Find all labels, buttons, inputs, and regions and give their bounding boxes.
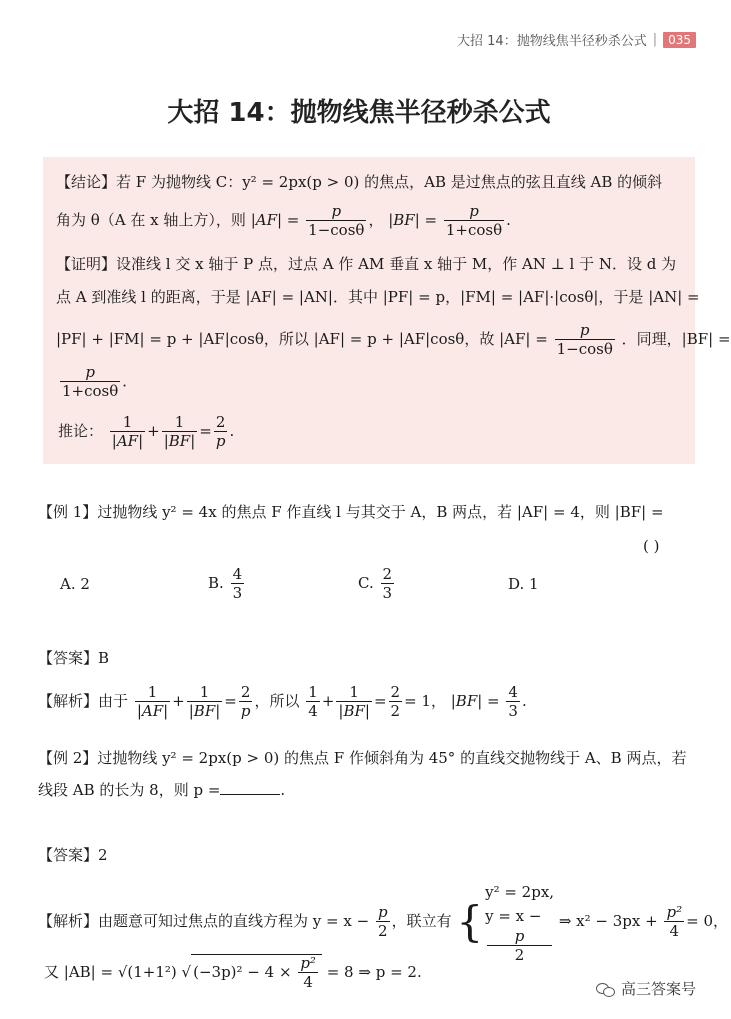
option-d: D. 1 — [508, 575, 539, 593]
conclusion-label: 【结论】 — [56, 173, 117, 191]
example1-answer: 【答案】B — [38, 649, 110, 667]
proof-label: 【证明】 — [56, 255, 117, 273]
conclusion-text: 若 F 为抛物线 C：y² = 2px(p > 0) 的焦点，AB 是过焦点的弦且直线 AB 的倾斜 — [116, 173, 663, 191]
example1-label: 【例 1】 — [38, 503, 98, 521]
example2-analysis: 【解析】由题意可知过焦点的直线方程为 y = x − $\frac{p}{2}$ ，联立有 { y² = 2px, y = x − p 2 ⇒ x² − 3px + $\frac{\text{p²}}{4}$ = 0， — [38, 880, 728, 964]
af-formula: $\frac{p}{1-\cos\theta}$ — [308, 202, 365, 239]
corollary-label: 推论： — [58, 422, 104, 440]
example1-analysis: 【解析】由于 $\frac{1}{|AF|}$ + $\frac{1}{|BF|}$ = $\frac{2}{p}$ ，所以 $\frac{1}{4}$ + $\frac{1}{|BF|}$ = $\frac{2}{2}$ = 1， |BF| = $\frac{4}{3}$ . — [38, 683, 527, 720]
running-header — [457, 30, 696, 49]
watermark — [596, 978, 696, 999]
proof-bf-frac: $\frac{p}{1+\cos\theta}$ — [62, 363, 119, 400]
bf-formula: $\frac{p}{1+\cos\theta}$ — [445, 202, 503, 239]
proof-line-2: 点 A 到准线 l 的距离，于是 |AF| = |AN|．其中 |PF| = p，|FM| = |AF|·|cosθ|，于是 |AN| = — [56, 288, 700, 306]
wechat-icon — [596, 981, 616, 997]
example2-label: 【例 2】 — [38, 749, 98, 767]
page-title: 大招 14：抛物线焦半径秒杀公式 — [167, 98, 551, 128]
proof-af-frac: $\frac{p}{1-\cos\theta}$ — [556, 321, 613, 358]
option-a: A. 2 — [60, 575, 90, 593]
proof-line-3: |PF| + |FM| = p + |AF|cosθ，所以 |AF| = p + |AF|cosθ，故 |AF| = $\frac{p}{1-\cos\theta}$ ．同理，|BF| = — [56, 321, 731, 358]
example2-question-1: 【例 2】过抛物线 y² = 2px(p > 0) 的焦点 F 作倾斜角为 45° 的直线交抛物线于 A、B 两点，若 — [38, 749, 687, 767]
conclusion-condition: 角为 θ（A 在 x 轴上方），则 — [56, 211, 246, 229]
proof-line-1: 【证明】设准线 l 交 x 轴于 P 点，过点 A 作 AM 垂直 x 轴于 M，作 AN ⊥ l 于 N．设 d 为 — [56, 255, 677, 273]
corollary: 推论： $\frac{1}{|AF|}$ + $\frac{1}{|BF|}$ = $\frac{2}{p}$ . — [58, 413, 235, 450]
header-title: 大招 14：抛物线焦半径秒杀公式 — [457, 34, 647, 49]
example2-final: 又 |AB| = √(1+1²) √ (−3p)² − 4 × $\frac{\text{p²}}{4}$ = 8 ⇒ p = 2. — [44, 954, 422, 991]
example1-question: 【例 1】过抛物线 y² = 4x 的焦点 F 作直线 l 与其交于 A，B 两点，若 |AF| = 4，则 |BF| = — [38, 503, 664, 521]
example1-paren: ( ) — [643, 537, 660, 555]
af-lhs: |AF| = — [250, 211, 300, 229]
example2-question-2: 线段 AB 的长为 8，则 p = . — [38, 781, 286, 799]
system-brace: { — [456, 897, 484, 946]
example2-answer: 【答案】2 — [38, 846, 108, 864]
conclusion-line-2: 角为 θ（A 在 x 轴上方），则 |AF| = $\frac{p}{1-\cos\theta}$ ， |BF| = $\frac{p}{1+\cos\theta}$ . — [56, 202, 511, 239]
page-number: 035 — [663, 32, 696, 48]
option-c: C. $\frac{2}{3}$ — [358, 565, 393, 602]
watermark-text: 高三答案号 — [620, 980, 696, 998]
option-b: B. $\frac{4}{3}$ — [208, 565, 243, 602]
answer-blank — [220, 794, 280, 795]
bf-lhs: |BF| = — [388, 211, 438, 229]
proof-line-4: $\frac{p}{1+\cos\theta}$ ． — [62, 363, 138, 400]
conclusion-line-1 — [56, 172, 662, 192]
header-separator: | — [652, 32, 658, 47]
equation-system: y² = 2px, y = x − p 2 — [485, 883, 555, 964]
